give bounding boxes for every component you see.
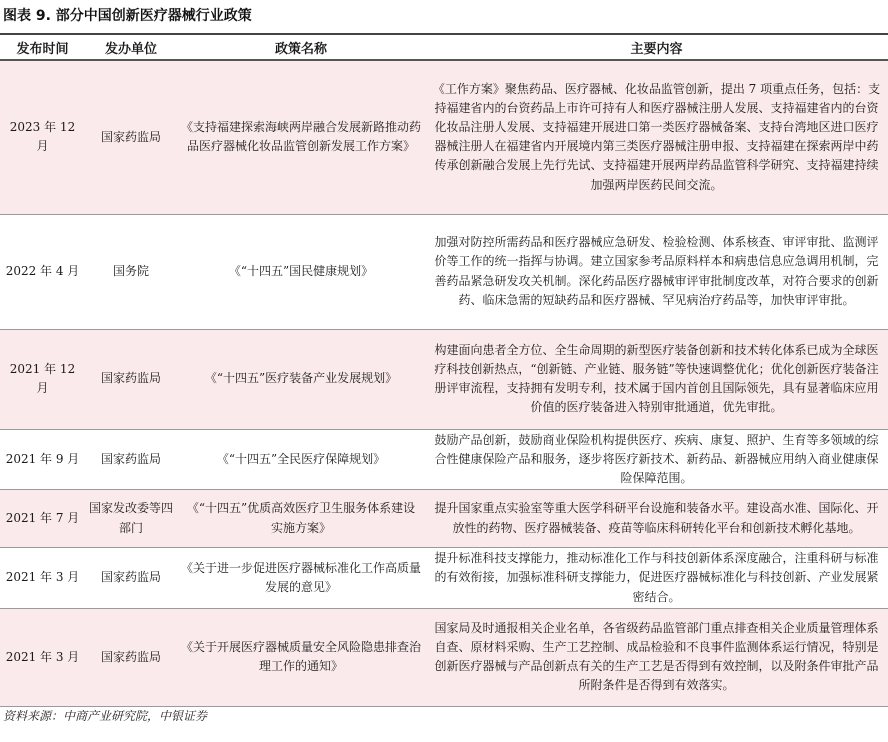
row-content: 鼓励产品创新，鼓励商业保险机构提供医疗、疾病、康复、照护、生育等多领域的综合性健康保险产品和服务，逐步将医疗新技术、新药品、新器械应用纳入商业健康保险保障范围。 — [425, 429, 888, 490]
row-date: 2023 年 12 月 — [0, 60, 85, 214]
row-date: 2021 年 7 月 — [0, 490, 85, 548]
table-row — [0, 490, 888, 548]
table-row — [0, 608, 888, 706]
row-content: 提升国家重点实验室等重大医学科研平台设施和装备水平。建设高水准、国际化、开放性的药物、医疗器械装备、疫苗等临床科研转化平台和创新技术孵化基地。 — [425, 490, 888, 548]
row-content: 加强对防控所需药品和医疗器械应急研发、检验检测、体系核查、审评审批、监测评价等工作的统一指挥与协调。建立国家参考品原料样本和病患信息应急调用机制，完善药品紧急研发攻关机制。深化药品医疗器械审评审批制度改革，对符合要求的创新药、临床急需的短缺药品和医疗器械、罕见病治疗药品等，加快审评审批。 — [425, 214, 888, 329]
header-date: 发布时间 — [0, 36, 85, 60]
row-date: 2021 年 3 月 — [0, 608, 85, 706]
table-row — [0, 60, 888, 214]
row-policy-name: 《“十四五”优质高效医疗卫生服务体系建设实施方案》 — [177, 490, 425, 548]
row-date: 2021 年 3 月 — [0, 548, 85, 609]
table-row — [0, 214, 888, 329]
row-date: 2022 年 4 月 — [0, 214, 85, 329]
row-policy-name: 《“十四五”全民医疗保障规划》 — [177, 429, 425, 490]
row-org: 国家药监局 — [85, 608, 177, 706]
row-policy-name: 《关于进一步促进医疗器械标准化工作高质量发展的意见》 — [177, 548, 425, 609]
row-org: 国家药监局 — [85, 548, 177, 609]
row-content: 国家局及时通报相关企业名单，各省级药品监管部门重点排查相关企业质量管理体系自查、原材料采购、生产工艺控制、成品检验和不良事件监测体系运行情况，特别是创新医疗器械与产品创新点有关的生产工艺是否得到有效控制，以及附条件审批产品所附条件是否得到有效落实。 — [425, 608, 888, 706]
table-row — [0, 429, 888, 490]
row-content: 提升标准科技支撑能力，推动标准化工作与科技创新体系深度融合，注重科研与标准的有效衔接，加强标准科研支撑能力，促进医疗器械标准化与科技创新、产业发展紧密结合。 — [425, 548, 888, 609]
source-note: 资料来源：中商产业研究院，中银证券 — [3, 709, 208, 723]
row-content: 构建面向患者全方位、全生命周期的新型医疗装备创新和技术转化体系已成为全球医疗科技创新热点，“创新链、产业链、服务链”等快速调整优化；优化创新医疗装备注册评审流程，支持拥有发明专利，技术属于国内首创且国际领先，具有显著临床应用价值的医疗装备进入特别审批通道，优先审批。 — [425, 329, 888, 429]
row-date: 2021 年 12 月 — [0, 329, 85, 429]
header-name: 政策名称 — [177, 36, 425, 60]
policy-table — [0, 36, 888, 707]
row-date: 2021 年 9 月 — [0, 429, 85, 490]
table-row — [0, 329, 888, 429]
header-content: 主要内容 — [425, 36, 888, 60]
row-org: 国家药监局 — [85, 429, 177, 490]
table-row — [0, 548, 888, 609]
table-header-row — [0, 36, 888, 60]
figure-title: 图表 9. 部分中国创新医疗器械行业政策 — [3, 8, 252, 24]
header-org: 发办单位 — [85, 36, 177, 60]
row-policy-name: 《关于开展医疗器械质量安全风险隐患排查治理工作的通知》 — [177, 608, 425, 706]
row-org: 国家发改委等四部门 — [85, 490, 177, 548]
row-content: 《工作方案》聚焦药品、医疗器械、化妆品监管创新，提出 7 项重点任务，包括：支持福建省内的台资药品上市许可持有人和医疗器械注册人发展、支持福建省内的台资化妆品注册人发展、支持福建开展进口第一类医疗器械备案、支持台湾地区进口医疗器械注册人在福建省内开展境内第三类医疗器械注册申报、支持福建在探索两岸中药传承创新融合发展上先行先试、支持福建开展两岸药品监管科学研究、支持福建持续加强两岸医药民间交流。 — [425, 60, 888, 214]
row-org: 国家药监局 — [85, 60, 177, 214]
title-divider — [0, 33, 888, 35]
row-policy-name: 《“十四五”国民健康规划》 — [177, 214, 425, 329]
row-policy-name: 《“十四五”医疗装备产业发展规划》 — [177, 329, 425, 429]
row-org: 国务院 — [85, 214, 177, 329]
row-org: 国家药监局 — [85, 329, 177, 429]
row-policy-name: 《支持福建探索海峡两岸融合发展新路推动药品医疗器械化妆品监管创新发展工作方案》 — [177, 60, 425, 214]
